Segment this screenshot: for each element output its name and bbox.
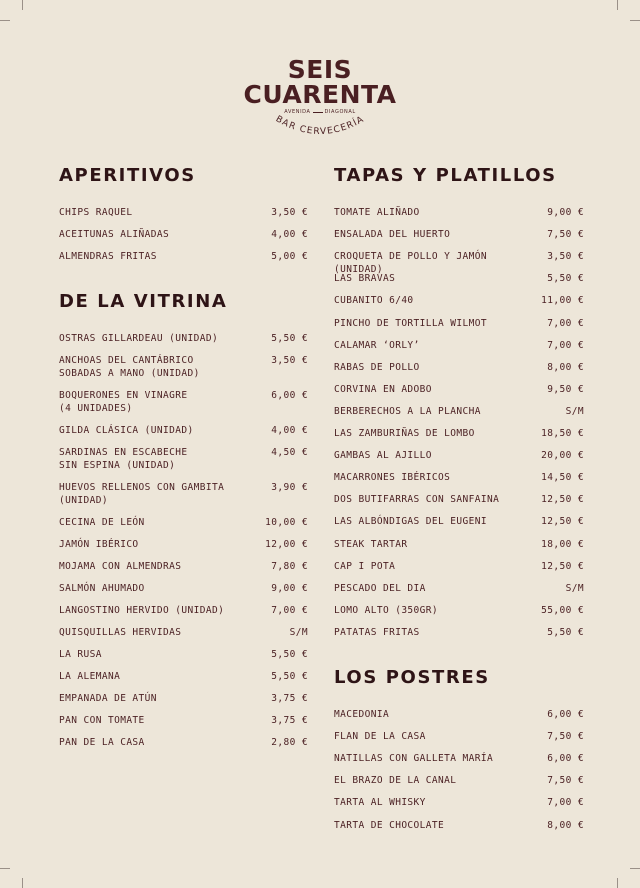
menu-item-price: 5,00 € — [271, 251, 308, 262]
menu-item-name: CUBANITO 6/40 — [334, 295, 414, 307]
menu-item — [334, 538, 584, 551]
menu-item — [59, 538, 308, 551]
menu-item — [334, 206, 584, 219]
menu-item-name: MACARRONES IBÉRICOS — [334, 472, 451, 484]
menu-item-name: PINCHO DE TORTILLA WILMOT — [334, 317, 487, 329]
menu-item-price: 7,50 € — [547, 731, 584, 743]
menu-item-name: CHIPS RAQUEL — [59, 207, 133, 218]
menu-item-name: LAS ALBÓNDIGAS DEL EUGENI — [334, 516, 487, 528]
menu-item — [59, 736, 308, 749]
menu-item — [59, 250, 308, 263]
menu-item — [334, 361, 584, 374]
menu-item-price: 12,00 € — [265, 539, 308, 550]
menu-item-name: FLAN DE LA CASA — [334, 731, 426, 743]
menu-item-name: TARTA AL WHISKY — [334, 797, 426, 809]
menu-item-name: MOJAMA CON ALMENDRAS — [59, 561, 182, 572]
menu-item-name: TOMATE ALIÑADO — [334, 207, 420, 218]
crop-mark — [617, 878, 618, 888]
menu-item-name: OSTRAS GILLARDEAU (UNIDAD) — [59, 333, 219, 344]
menu-item — [59, 692, 308, 705]
menu-item-name: PESCADO DEL DIA — [334, 582, 426, 594]
crop-mark — [617, 0, 618, 10]
menu-item-name: PATATAS FRITAS — [334, 626, 420, 638]
menu-item-price: 7,00 € — [547, 339, 584, 351]
menu-item — [334, 405, 584, 418]
menu-item-price: 6,00 € — [271, 390, 308, 401]
menu-item-name: LA ALEMANA — [59, 671, 121, 682]
menu-item-price: 7,50 € — [547, 229, 584, 241]
menu-item — [334, 626, 584, 639]
menu-item-name: TARTA DE CHOCOLATE — [334, 819, 445, 831]
menu-item-price: 8,00 € — [547, 819, 584, 831]
menu-item-price: 7,50 € — [547, 775, 584, 787]
menu-item-price: S/M — [289, 627, 308, 638]
menu-item-price: 3,50 € — [271, 207, 308, 218]
menu-item — [59, 389, 308, 415]
menu-item — [334, 774, 584, 787]
menu-item-name: DOS BUTIFARRAS CON SANFAINA — [334, 494, 500, 506]
menu-item-price: 8,00 € — [547, 361, 584, 373]
menu-item-price: 20,00 € — [541, 450, 584, 462]
crop-mark — [22, 878, 23, 888]
menu-item-name: EMPANADA DE ATÚN — [59, 693, 157, 704]
menu-item-name: HUEVOS RELLENOS CON GAMBITA (UNIDAD) — [59, 482, 225, 506]
menu-item-name: GILDA CLÁSICA (UNIDAD) — [59, 425, 194, 436]
menu-item-name: ENSALADA DEL HUERTO — [334, 229, 451, 241]
logo-sub-left: AVENIDA — [284, 109, 311, 115]
menu-item-price: 18,50 € — [541, 428, 584, 439]
menu-item-price: 4,50 € — [271, 447, 308, 458]
menu-item — [334, 730, 584, 743]
menu-item-name: ANCHOAS DEL CANTÁBRICO SOBADAS A MANO (UNIDAD) — [59, 355, 200, 379]
menu-item — [59, 332, 308, 345]
menu-item-name: PAN CON TOMATE — [59, 715, 145, 726]
menu-item-price: 9,00 € — [547, 207, 584, 218]
menu-item-price: 11,00 € — [541, 295, 584, 307]
crop-mark — [630, 20, 640, 21]
menu-item-name: SALMÓN AHUMADO — [59, 583, 145, 594]
menu-item — [334, 604, 584, 617]
menu-item-name: MACEDONIA — [334, 709, 390, 720]
menu-item-name: PAN DE LA CASA — [59, 737, 145, 748]
menu-item-price: 6,00 € — [547, 709, 584, 720]
menu-item — [334, 515, 584, 528]
menu-item-name: ALMENDRAS FRITAS — [59, 251, 157, 262]
section-title-tapas: TAPAS Y PLATILLOS — [334, 165, 557, 186]
menu-item-name: CROQUETA DE POLLO Y JAMÓN (UNIDAD) — [334, 251, 487, 276]
menu-item — [334, 427, 584, 440]
menu-item-name: BERBERECHOS A LA PLANCHA — [334, 405, 481, 417]
menu-item — [59, 424, 308, 437]
menu-item-name: GAMBAS AL AJILLO — [334, 450, 432, 462]
menu-item — [334, 272, 584, 285]
menu-item-name: STEAK TARTAR — [334, 538, 408, 550]
menu-item-price: 55,00 € — [541, 604, 584, 616]
menu-item-price: 12,50 € — [541, 516, 584, 528]
menu-item-price: 18,00 € — [541, 538, 584, 550]
menu-item-price: 3,75 € — [271, 715, 308, 726]
menu-item — [59, 714, 308, 727]
menu-item — [59, 481, 308, 507]
logo-tagline: BAR CERVECERÍA — [273, 114, 367, 138]
menu-item — [334, 708, 584, 721]
menu-item — [59, 626, 308, 639]
logo-sub-right: DIAGONAL — [324, 109, 356, 115]
menu-item-name: LOMO ALTO (350GR) — [334, 604, 439, 616]
menu-item-name: LA RUSA — [59, 649, 102, 660]
menu-item — [334, 449, 584, 462]
menu-item-price: S/M — [565, 405, 584, 417]
menu-item — [59, 670, 308, 683]
menu-item — [334, 560, 584, 573]
crop-mark — [0, 868, 10, 869]
section-title-postres: LOS POSTRES — [334, 667, 490, 688]
menu-item-price: 9,00 € — [271, 583, 308, 594]
menu-item — [59, 446, 308, 472]
logo-dash — [313, 112, 323, 113]
menu-item-price: 4,00 € — [271, 229, 308, 240]
menu-item-name: LAS ZAMBURIÑAS DE LOMBO — [334, 428, 475, 439]
menu-item — [59, 604, 308, 617]
menu-item-name: LANGOSTINO HERVIDO (UNIDAD) — [59, 605, 225, 616]
menu-item-price: 12,50 € — [541, 560, 584, 572]
menu-item — [334, 582, 584, 595]
menu-item-price: 14,50 € — [541, 472, 584, 484]
menu-item-price: 5,50 € — [547, 626, 584, 638]
menu-item-price: S/M — [565, 582, 584, 594]
menu-item-price: 3,90 € — [271, 482, 308, 493]
menu-item-name: ACEITUNAS ALIÑADAS — [59, 229, 170, 240]
menu-item-price: 7,00 € — [547, 797, 584, 809]
menu-item-name: CALAMAR ‘ORLY’ — [334, 339, 420, 351]
menu-item-name: EL BRAZO DE LA CANAL — [334, 775, 457, 787]
logo-line-2: CUARENTA — [243, 80, 397, 109]
menu-item-price: 12,50 € — [541, 494, 584, 506]
section-title-vitrina: DE LA VITRINA — [59, 291, 228, 312]
menu-item-price: 3,75 € — [271, 693, 308, 704]
menu-item-price: 6,00 € — [547, 753, 584, 765]
menu-item-name: CECINA DE LEÓN — [59, 517, 145, 528]
menu-item — [59, 582, 308, 595]
menu-item — [59, 206, 308, 219]
menu-item — [59, 228, 308, 241]
menu-item-name: SARDINAS EN ESCABECHE SIN ESPINA (UNIDAD) — [59, 447, 188, 471]
crop-mark — [0, 20, 10, 21]
menu-item-name: CORVINA EN ADOBO — [334, 383, 432, 395]
menu-item — [334, 339, 584, 352]
menu-item-price: 4,00 € — [271, 425, 308, 436]
menu-item — [334, 228, 584, 241]
menu-item-name: CAP I POTA — [334, 560, 396, 572]
menu-item — [334, 819, 584, 832]
menu-item-name: BOQUERONES EN VINAGRE (4 UNIDADES) — [59, 390, 188, 414]
menu-item — [334, 383, 584, 396]
menu-item — [334, 752, 584, 765]
menu-item — [59, 516, 308, 529]
menu-item-price: 5,50 € — [271, 649, 308, 660]
menu-item — [59, 354, 308, 380]
menu-item-price: 9,50 € — [547, 383, 584, 395]
right-column — [334, 0, 584, 888]
menu-item — [334, 796, 584, 809]
crop-mark — [22, 0, 23, 10]
menu-item-price: 5,50 € — [271, 333, 308, 344]
menu-item — [334, 294, 584, 307]
menu-item-name: JAMÓN IBÉRICO — [59, 539, 139, 550]
menu-item-price: 7,00 € — [547, 317, 584, 329]
menu-item-price: 3,50 € — [547, 251, 584, 263]
menu-item — [334, 317, 584, 330]
menu-item — [334, 493, 584, 506]
left-column — [59, 0, 311, 888]
menu-item-price: 10,00 € — [265, 517, 308, 528]
menu-item-price: 5,50 € — [271, 671, 308, 682]
menu-item-name: NATILLAS CON GALLETA MARÍA — [334, 753, 494, 765]
menu-item-name: QUISQUILLAS HERVIDAS — [59, 627, 182, 638]
menu-item-price: 3,50 € — [271, 355, 308, 366]
menu-item — [59, 560, 308, 573]
crop-mark — [630, 868, 640, 869]
menu-item-price: 5,50 € — [547, 273, 584, 285]
menu-item — [59, 648, 308, 661]
section-title-aperitivos: APERITIVOS — [59, 165, 196, 186]
logo-line-1: SEIS — [287, 55, 353, 84]
menu-item — [334, 471, 584, 484]
menu-item-price: 2,80 € — [271, 737, 308, 748]
menu-item-price: 7,80 € — [271, 561, 308, 572]
menu-item-name: LAS BRAVAS — [334, 273, 396, 285]
menu-item-name: RABAS DE POLLO — [334, 361, 420, 373]
menu-item-price: 7,00 € — [271, 605, 308, 616]
